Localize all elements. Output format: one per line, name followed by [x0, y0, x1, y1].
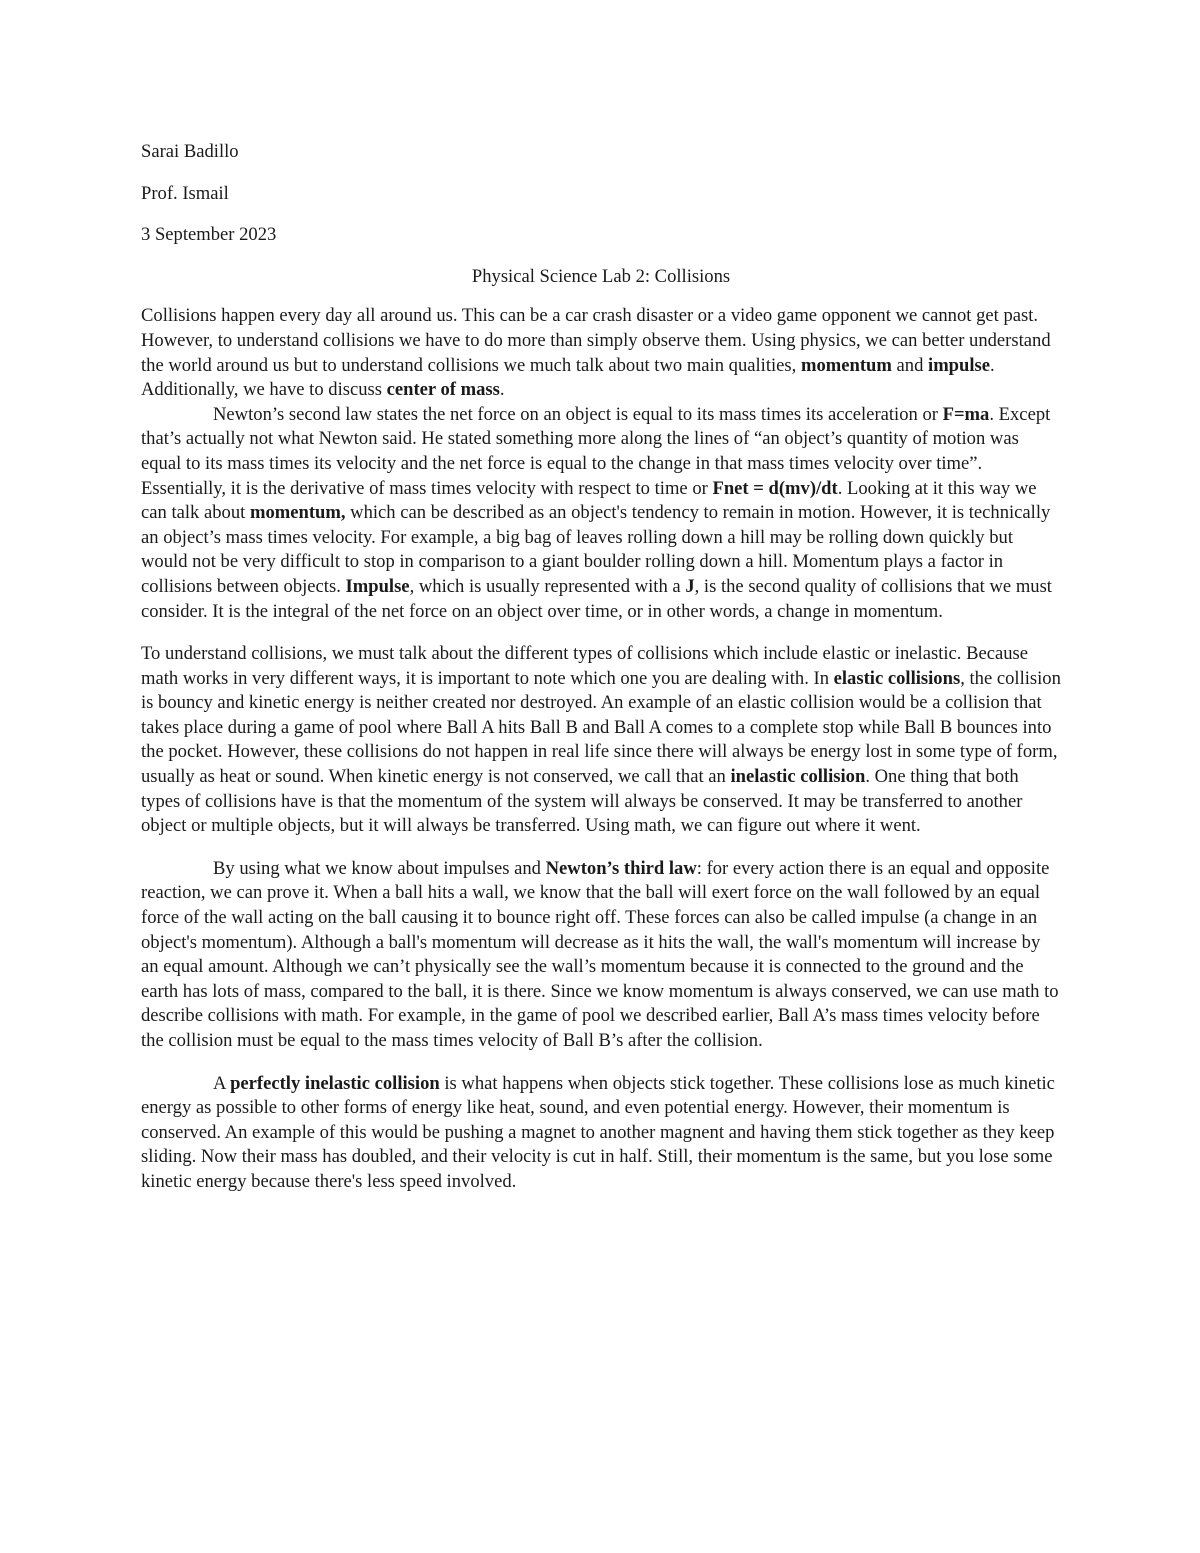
bold-term-impulse: Impulse [345, 575, 410, 597]
author-name: Sarai Badillo [141, 141, 239, 162]
document-title: Physical Science Lab 2: Collisions [471, 265, 731, 287]
paragraph-collision-types [141, 642, 1061, 839]
paragraph-text: , the collision is bouncy and kinetic energy is neither created nor destroyed. An example of an elastic collision would be a collision that takes place during a game of pool where Ball A hits Ball B and Ball A comes to a complete stop while Ball B bounces into the pocket. However, these collisions do not happen in real life since there will always be energy lost in some type of form, usually as heat or sound. When kinetic energy is not conserved, we call that an [141, 667, 1061, 788]
paragraph-text: To understand collisions, we must talk about the different types of collisions which include elastic or inelastic. Because math works in very different ways, it is important to note which one you are dealing with. In [141, 643, 1029, 689]
paragraph-text: , is the second quality of collisions that we must consider. It is the integral of the net force on an object over time, or in other words, a change in momentum. [141, 575, 1052, 622]
document-page [141, 140, 1061, 1213]
paragraph-newton-third-law [141, 857, 1061, 1054]
paragraph-text: . One thing that both types of collisions have is that the momentum of the system will always be conserved. It may be transferred to another object or multiple objects, but it will always be transferred. Using math, we can figure out where it went. [141, 766, 1023, 837]
bold-term-j: J [685, 575, 695, 597]
bold-term-f-ma: F=ma [942, 403, 990, 425]
document-date: 3 September 2023 [141, 224, 277, 246]
paragraph-text: . Looking at it this way we can talk about [141, 477, 1037, 524]
paragraph-text: . [499, 379, 505, 401]
paragraph-text: By using what we know about impulses and [213, 857, 546, 879]
bold-term-fnet: Fnet = d(mv)/dt [712, 477, 838, 499]
bold-term-inelastic-collision: inelastic collision [730, 766, 866, 788]
paragraph-perfectly-inelastic [141, 1072, 1061, 1195]
paragraph-newton-second-law [141, 403, 1061, 624]
bold-term-momentum: momentum [800, 354, 892, 376]
paragraph-text: is what happens when objects stick together. These collisions lose as much kinetic energy as possible to other forms of energy like heat, sound, and even potential energy. However, their momentum is conserved. An example of this would be pushing a magnet to another magnent and having them stick together as they keep sliding. Now their mass has doubled, and their velocity is cut in half. Still, their momentum is the same, but you lose some kinetic energy because there's less speed involved. [141, 1072, 1055, 1192]
paragraph-text: which can be described as an object's tendency to remain in motion. However, it is technically an object’s mass times velocity. For example, a big bag of leaves rolling down a hill may be rolling down quickly but would not be very difficult to stop in comparison to a giant boulder rolling down a hill. Momentum plays a factor in collisions between objects. [141, 502, 1051, 597]
paragraph-text: : for every action there is an equal and opposite reaction, we can prove it. When a ball hits a wall, we know that the ball will exert force on the wall followed by an equal force of the wall acting on the ball causing it to bounce right off. These forces can also be called impulse (a change in an object's momentum). Although a ball's momentum will decrease as it hits the wall, the wall's momentum will increase by an equal amount. Although we can’t physically see the wall’s momentum because it is connected to the ground and the earth has lots of mass, compared to the ball, it is there. Since we know momentum is always conserved, we can use math to describe collisions with math. For example, in the game of pool we described earlier, Ball A’s mass times velocity before the collision must be equal to the mass times velocity of Ball B’s after the collision. [141, 857, 1059, 1051]
bold-term-impulse: impulse [928, 354, 991, 376]
paragraph-text: A [213, 1072, 231, 1094]
bold-term-newtons-third-law: Newton’s third law [545, 857, 697, 879]
paragraph-text: and [891, 354, 929, 376]
professor-name: Prof. Ismail [141, 182, 229, 204]
paragraph-text: Newton’s second law states the net force on an object is equal to its mass times its acceleration or [213, 403, 943, 425]
paragraph-text: . Additionally, we have to discuss [141, 354, 995, 401]
bold-term-momentum: momentum, [249, 502, 346, 524]
bold-term-elastic-collisions: elastic collisions [833, 667, 961, 689]
paragraph-text: . Except that’s actually not what Newton said. He stated something more along the lines of “an object’s quantity of motion was equal to its mass times its velocity and the net force is equal to the change in that mass times velocity over time”. Essentially, it is the derivative of mass times velocity with respect to time or [141, 403, 1051, 499]
paragraph-text: , which is usually represented with a [409, 575, 686, 597]
bold-term-center-of-mass: center of mass [386, 379, 500, 401]
paragraph-intro [141, 304, 1061, 402]
bold-term-perfectly-inelastic-collision: perfectly inelastic collision [230, 1072, 440, 1094]
paragraph-text: Collisions happen every day all around us. This can be a car crash disaster or a video game opponent we cannot get past. However, to understand collisions we have to do more than simply observe them. Using physics, we can better understand the world around us but to understand collisions we much talk about two main qualities, [141, 305, 1051, 376]
